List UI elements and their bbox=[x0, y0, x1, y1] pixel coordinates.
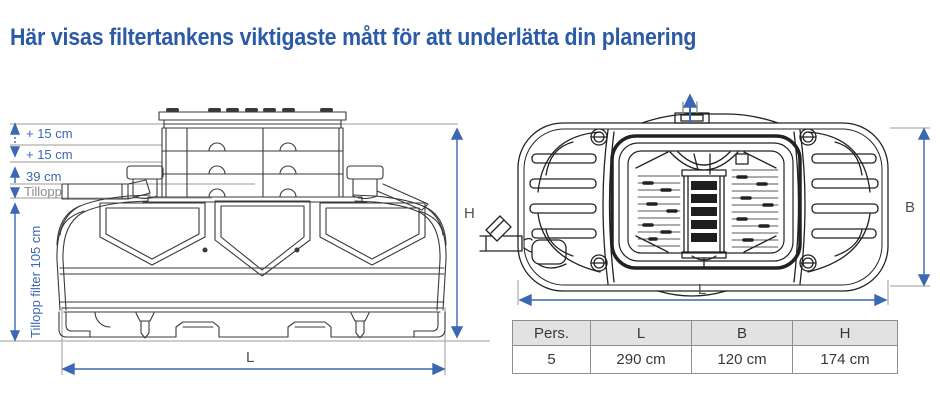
inlet-depth-label: 39 cm bbox=[26, 169, 62, 184]
arrow-up-icon bbox=[11, 124, 19, 134]
table-header-h: H bbox=[793, 321, 898, 346]
table-row bbox=[513, 346, 898, 374]
side-view-diagram bbox=[0, 85, 500, 395]
top-length-label: L bbox=[697, 281, 707, 298]
arrow-up-icon bbox=[684, 95, 696, 107]
top-view-diagram bbox=[478, 90, 940, 315]
tank-side-drawing bbox=[57, 110, 446, 338]
arrow-down-icon bbox=[11, 331, 19, 340]
tank-top-drawing bbox=[480, 102, 888, 296]
arrow-up-icon bbox=[11, 168, 19, 177]
table-cell-pers: 5 bbox=[513, 346, 591, 374]
arrow-up-icon bbox=[11, 204, 19, 213]
riser-ext-2-label: + 15 cm bbox=[26, 147, 73, 162]
arrow-down-icon bbox=[11, 147, 19, 156]
side-height-label: H bbox=[464, 205, 475, 222]
table-header-pers: Pers. bbox=[513, 321, 591, 346]
inlet-label: Tillopp bbox=[24, 184, 62, 199]
riser-ext-1-label: + 15 cm bbox=[26, 126, 73, 141]
top-width-label: B bbox=[904, 199, 916, 216]
arrow-down-icon bbox=[11, 188, 19, 197]
table-cell-l: 290 cm bbox=[591, 346, 692, 374]
table-cell-b: 120 cm bbox=[692, 346, 793, 374]
side-length-label: L bbox=[246, 349, 255, 366]
inlet-filter-depth-label: Tillopp filter 105 cm bbox=[28, 225, 43, 338]
table-cell-h: 174 cm bbox=[793, 346, 898, 374]
table-header-row bbox=[513, 321, 898, 346]
page-title: Här visas filtertankens viktigaste mått för att underlätta din planering bbox=[10, 24, 697, 51]
table-header-b: B bbox=[692, 321, 793, 346]
table-header-l: L bbox=[591, 321, 692, 346]
dimension-table bbox=[512, 320, 898, 374]
